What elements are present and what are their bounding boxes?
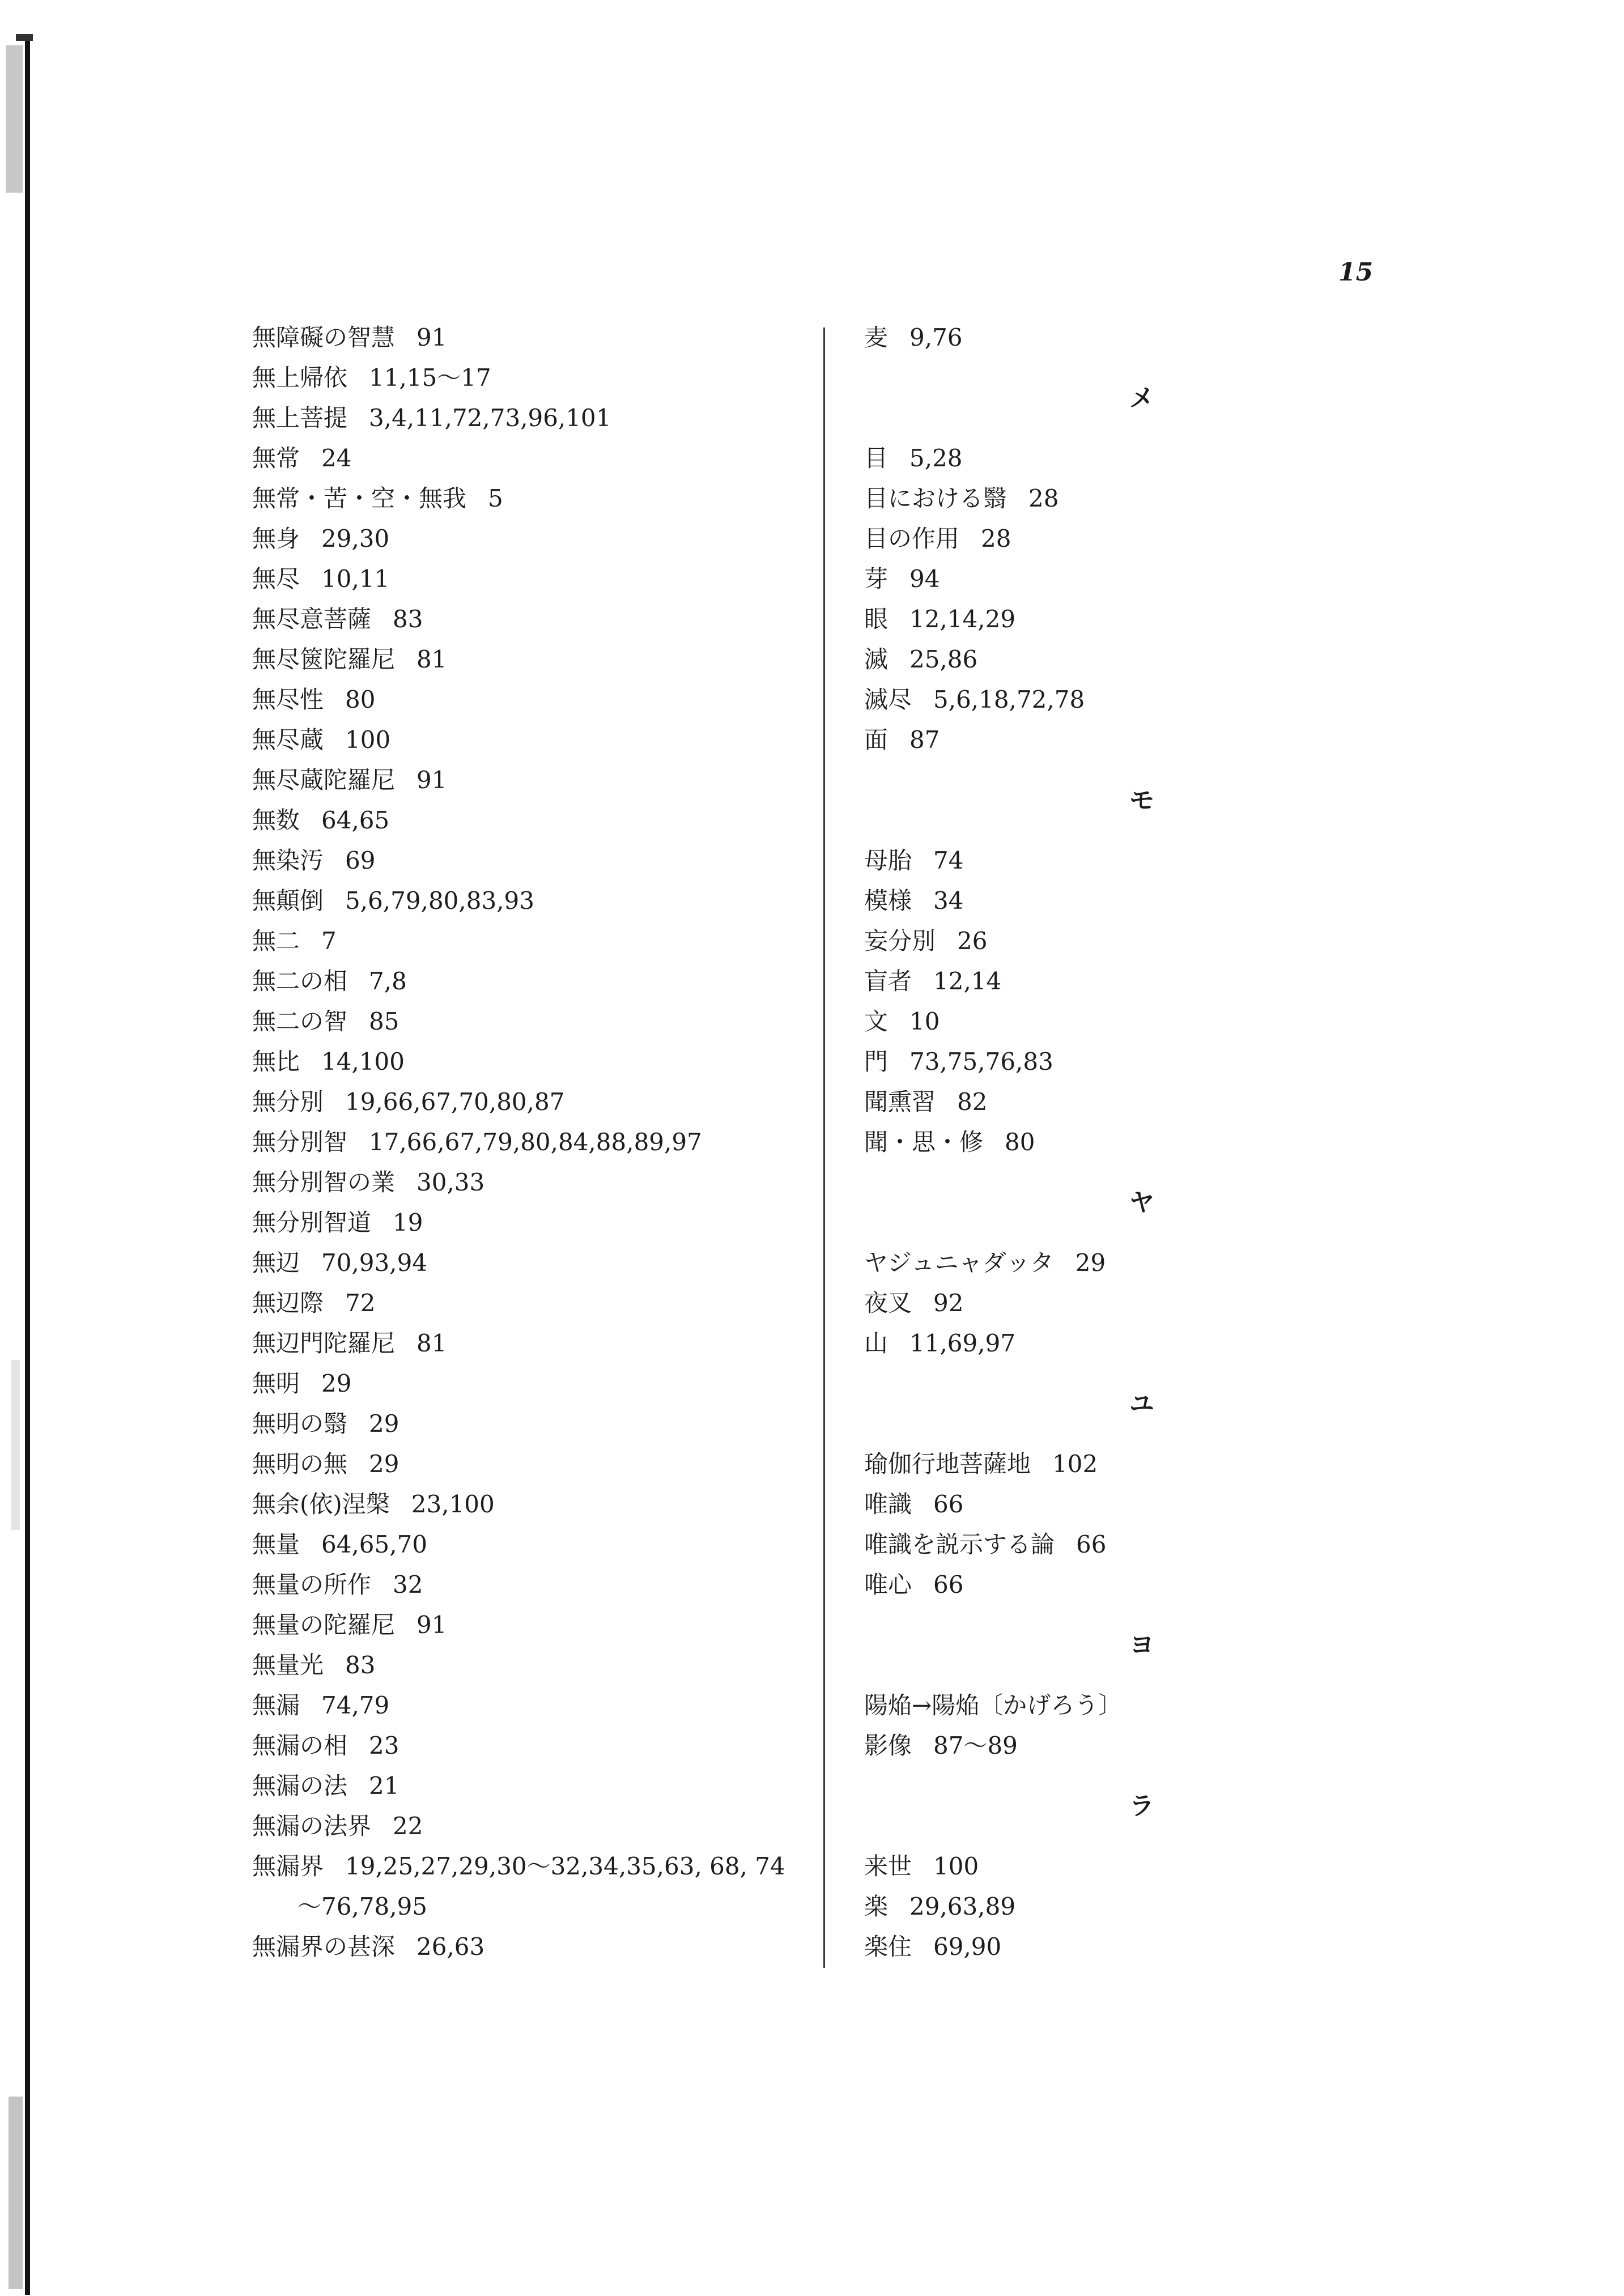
index-term: 無分別智の業 xyxy=(252,1168,396,1196)
index-entry xyxy=(864,1927,1181,1967)
index-term: 母胎 xyxy=(864,847,912,874)
index-entry xyxy=(252,358,819,398)
index-entry xyxy=(252,1243,819,1283)
index-entry xyxy=(252,438,819,478)
section-heading xyxy=(864,1605,1181,1685)
scan-binding-edge xyxy=(0,0,40,2296)
index-term: 門 xyxy=(864,1048,888,1075)
index-entry xyxy=(252,961,819,1001)
section-kana: ヨ xyxy=(1129,1631,1154,1660)
section-heading xyxy=(864,1162,1181,1243)
index-page-refs: 21 xyxy=(369,1772,399,1800)
index-term: 無明の翳 xyxy=(252,1410,348,1438)
index-term: 面 xyxy=(864,726,888,754)
index-page-refs: 12,14 xyxy=(933,967,1002,995)
index-term: 無障礙の智慧 xyxy=(252,324,396,351)
index-term: 無比 xyxy=(252,1048,300,1075)
index-term: 無尽性 xyxy=(252,686,324,713)
index-term: 無漏界 xyxy=(252,1852,324,1880)
index-page-refs: 72 xyxy=(345,1289,376,1317)
index-term: 滅 xyxy=(864,645,888,673)
index-page-refs: 19,25,27,29,30〜32,34,35,63, 68, 74 xyxy=(345,1852,785,1880)
index-page-refs: 9,76 xyxy=(909,324,963,351)
index-entry xyxy=(252,518,819,559)
index-entry xyxy=(252,1404,819,1444)
index-page-refs: 73,75,76,83 xyxy=(909,1048,1053,1075)
index-term: 無尽 xyxy=(252,565,300,593)
index-page-refs: 23,100 xyxy=(411,1490,495,1518)
index-entry xyxy=(252,720,819,760)
index-term: 目における翳 xyxy=(864,484,1007,512)
index-entry xyxy=(252,1202,819,1243)
index-entry xyxy=(864,881,1181,921)
index-page-refs: 85 xyxy=(369,1007,399,1035)
index-page-refs: 83 xyxy=(345,1651,376,1679)
index-page-refs: 94 xyxy=(909,565,940,593)
index-entry xyxy=(252,1725,819,1766)
index-term: ヤジュニャダッタ xyxy=(864,1249,1054,1277)
index-entry xyxy=(864,599,1181,639)
index-term: 楽 xyxy=(864,1893,888,1920)
index-page-refs: 7,8 xyxy=(369,967,407,995)
index-term: 無尽篋陀羅尼 xyxy=(252,645,396,673)
index-page-refs: 29 xyxy=(321,1370,352,1397)
index-entry xyxy=(252,1806,819,1846)
index-entry xyxy=(864,1886,1181,1927)
index-entry xyxy=(252,760,819,800)
index-entry xyxy=(252,679,819,720)
index-entry xyxy=(864,679,1181,720)
index-page-refs: 91 xyxy=(416,1611,447,1639)
section-kana: ヤ xyxy=(1129,1188,1154,1217)
index-term: 瑜伽行地菩薩地 xyxy=(864,1450,1031,1478)
index-page-refs: 82 xyxy=(957,1088,988,1116)
index-term: 影像 xyxy=(864,1732,912,1759)
index-entry xyxy=(864,1484,1181,1524)
index-term: 来世 xyxy=(864,1852,912,1880)
index-term: 無二の相 xyxy=(252,967,348,995)
index-page-refs: 74,79 xyxy=(321,1691,390,1719)
index-term: 無漏界の甚深 xyxy=(252,1933,396,1961)
index-entry xyxy=(864,1122,1181,1162)
index-entry xyxy=(252,1323,819,1363)
index-entry xyxy=(252,1524,819,1564)
index-page-refs: 70,93,94 xyxy=(321,1249,428,1277)
index-term: 無余(依)涅槃 xyxy=(252,1490,390,1518)
index-entry xyxy=(864,921,1181,961)
index-entry xyxy=(252,881,819,921)
index-entry xyxy=(864,840,1181,881)
index-entry xyxy=(252,599,819,639)
index-term: 唯識を説示する論 xyxy=(864,1530,1055,1558)
index-entry xyxy=(252,1766,819,1806)
index-page-refs: 10 xyxy=(909,1007,940,1035)
index-page-refs: 66 xyxy=(933,1490,964,1518)
index-entry xyxy=(864,1243,1181,1283)
index-page-refs: 22 xyxy=(393,1812,423,1840)
index-page-refs: 12,14,29 xyxy=(909,605,1016,633)
index-page-refs: 80 xyxy=(345,686,376,713)
index-page-refs: 28 xyxy=(1028,484,1059,512)
index-page-refs: 14,100 xyxy=(321,1048,405,1075)
index-term: 無身 xyxy=(252,525,300,552)
index-page-refs: 81 xyxy=(416,1329,447,1357)
index-page-refs: 69,90 xyxy=(933,1933,1002,1961)
index-page-refs: 66 xyxy=(933,1571,964,1598)
index-term: 盲者 xyxy=(864,967,912,995)
index-page-refs: 66 xyxy=(1076,1530,1107,1558)
index-entry xyxy=(252,559,819,599)
index-entry xyxy=(864,518,1181,559)
index-term: 眼 xyxy=(864,605,888,633)
index-term: 無量光 xyxy=(252,1651,324,1679)
index-page-refs: 91 xyxy=(416,766,447,794)
index-entry xyxy=(864,720,1181,760)
index-entry xyxy=(252,1564,819,1605)
index-term: 楽住 xyxy=(864,1933,912,1961)
index-entry xyxy=(864,1001,1181,1041)
index-entry xyxy=(252,1484,819,1524)
index-term: 無分別智道 xyxy=(252,1209,372,1236)
index-entry xyxy=(864,1685,1181,1725)
index-page-refs: 69 xyxy=(345,847,376,874)
index-term: 夜叉 xyxy=(864,1289,912,1317)
index-term: 無尽意菩薩 xyxy=(252,605,372,633)
index-page-refs: 10,11 xyxy=(321,565,390,593)
index-entry xyxy=(252,1283,819,1323)
section-kana: メ xyxy=(1129,384,1154,413)
index-term: 無辺 xyxy=(252,1249,300,1277)
page-number: 15 xyxy=(1338,258,1374,287)
index-term: 陽焔→陽焔〔かげろう〕 xyxy=(864,1691,1123,1719)
index-term: 唯識 xyxy=(864,1490,912,1518)
index-page-refs: 26 xyxy=(957,927,988,955)
index-page-refs: 29 xyxy=(1075,1249,1106,1277)
index-entry xyxy=(252,800,819,840)
index-entry xyxy=(864,317,1181,358)
index-entry xyxy=(252,1927,819,1967)
index-page-refs: 34 xyxy=(933,887,964,915)
index-entry xyxy=(252,1041,819,1082)
index-term: 無明 xyxy=(252,1370,300,1397)
index-term: 聞・思・修 xyxy=(864,1128,984,1156)
index-term: 無二 xyxy=(252,927,300,955)
section-kana: モ xyxy=(1129,786,1154,815)
index-page-refs: 25,86 xyxy=(909,645,978,673)
section-heading xyxy=(864,760,1181,840)
index-entry xyxy=(252,478,819,518)
index-entry xyxy=(864,438,1181,478)
index-term: 目の作用 xyxy=(864,525,960,552)
index-term: 無二の智 xyxy=(252,1007,348,1035)
index-entry xyxy=(252,639,819,679)
index-entry xyxy=(864,478,1181,518)
index-term: 唯心 xyxy=(864,1571,912,1598)
index-term: 無顛倒 xyxy=(252,887,324,915)
index-entry xyxy=(252,1685,819,1725)
index-term: 無量の陀羅尼 xyxy=(252,1611,396,1639)
index-entry xyxy=(252,1363,819,1404)
index-term: 無尽蔵陀羅尼 xyxy=(252,766,396,794)
index-page-refs: 80 xyxy=(1005,1128,1035,1156)
section-heading xyxy=(864,358,1181,438)
index-term: 無上菩提 xyxy=(252,404,348,432)
index-entry xyxy=(252,398,819,438)
index-entry xyxy=(864,1082,1181,1122)
column-divider xyxy=(823,328,825,1968)
index-page-refs: 100 xyxy=(933,1852,979,1880)
index-page-refs: 74 xyxy=(933,847,964,874)
index-page-refs: 29,30 xyxy=(321,525,390,552)
section-kana: ユ xyxy=(1129,1389,1154,1418)
index-term: 山 xyxy=(864,1329,888,1357)
index-page-refs: 11,15〜17 xyxy=(369,364,491,392)
index-term: 無数 xyxy=(252,806,300,834)
index-entry xyxy=(252,1444,819,1484)
index-term: 芽 xyxy=(864,565,888,593)
index-page-refs: 81 xyxy=(416,645,447,673)
index-entry xyxy=(864,1564,1181,1605)
index-term: 無量 xyxy=(252,1530,300,1558)
index-page-refs: 3,4,11,72,73,96,101 xyxy=(369,404,611,432)
index-entry xyxy=(864,1444,1181,1484)
index-page-refs: 5,6,79,80,83,93 xyxy=(345,887,534,915)
index-page-refs: 7 xyxy=(321,927,337,955)
index-term: 目 xyxy=(864,444,888,472)
index-entry xyxy=(864,961,1181,1001)
index-entry xyxy=(864,1725,1181,1766)
index-term: 聞熏習 xyxy=(864,1088,936,1116)
index-entry xyxy=(864,1524,1181,1564)
index-term: 文 xyxy=(864,1007,888,1035)
index-term: 無常 xyxy=(252,444,300,472)
index-term: 無染汚 xyxy=(252,847,324,874)
index-term: 無上帰依 xyxy=(252,364,348,392)
index-page-refs: 102 xyxy=(1052,1450,1098,1478)
index-term: 無辺際 xyxy=(252,1289,324,1317)
index-term: 模様 xyxy=(864,887,912,915)
index-page-refs: 17,66,67,79,80,84,88,89,97 xyxy=(369,1128,702,1156)
index-page-refs: 83 xyxy=(393,605,423,633)
index-page-refs: 〜76,78,95 xyxy=(297,1893,428,1920)
index-entry xyxy=(252,1082,819,1122)
index-term: 無尽蔵 xyxy=(252,726,324,754)
index-page-refs: 26,63 xyxy=(416,1933,485,1961)
index-term: 無漏 xyxy=(252,1691,300,1719)
index-entry xyxy=(252,1001,819,1041)
index-page-refs: 19 xyxy=(393,1209,423,1236)
index-entry xyxy=(252,840,819,881)
index-page-refs: 5 xyxy=(488,484,503,512)
index-entry xyxy=(864,1283,1181,1323)
index-entry xyxy=(864,639,1181,679)
index-page-refs: 87 xyxy=(909,726,940,754)
index-entry xyxy=(252,1122,819,1162)
index-entry xyxy=(252,317,819,358)
index-page-refs: 100 xyxy=(345,726,391,754)
index-entry xyxy=(864,559,1181,599)
index-entry xyxy=(252,1846,819,1886)
index-page-refs: 29 xyxy=(369,1450,399,1478)
index-term: 無漏の法 xyxy=(252,1772,348,1800)
section-heading xyxy=(864,1766,1181,1846)
index-entry-continuation xyxy=(252,1886,819,1927)
index-page-refs: 32 xyxy=(393,1571,423,1598)
index-entry xyxy=(864,1323,1181,1363)
index-entry xyxy=(864,1041,1181,1082)
index-page-refs: 64,65,70 xyxy=(321,1530,428,1558)
index-term: 無明の無 xyxy=(252,1450,348,1478)
index-entry xyxy=(252,1162,819,1202)
index-term: 無分別 xyxy=(252,1088,324,1116)
index-entry xyxy=(252,921,819,961)
index-entry xyxy=(252,1645,819,1685)
section-kana: ラ xyxy=(1129,1792,1154,1821)
index-term: 滅尽 xyxy=(864,686,912,713)
index-page-refs: 91 xyxy=(416,324,447,351)
index-page-refs: 87〜89 xyxy=(933,1732,1018,1759)
section-heading xyxy=(864,1363,1181,1444)
index-term: 妄分別 xyxy=(864,927,936,955)
index-column-right xyxy=(864,317,1181,1967)
index-page-refs: 24 xyxy=(321,444,352,472)
index-page-refs: 30,33 xyxy=(416,1168,485,1196)
index-page-refs: 28 xyxy=(981,525,1011,552)
index-term: 無漏の相 xyxy=(252,1732,348,1759)
index-page-refs: 92 xyxy=(933,1289,964,1317)
index-term: 無量の所作 xyxy=(252,1571,372,1598)
index-page-refs: 29,63,89 xyxy=(909,1893,1016,1920)
index-term: 無分別智 xyxy=(252,1128,348,1156)
index-page-refs: 5,28 xyxy=(909,444,963,472)
index-term: 麦 xyxy=(864,324,888,351)
index-page-refs: 64,65 xyxy=(321,806,390,834)
index-page-refs: 29 xyxy=(369,1410,399,1438)
index-page-refs: 19,66,67,70,80,87 xyxy=(345,1088,565,1116)
index-column-left xyxy=(252,317,819,1967)
index-page-refs: 11,69,97 xyxy=(909,1329,1016,1357)
index-term: 無辺門陀羅尼 xyxy=(252,1329,396,1357)
index-page-refs: 23 xyxy=(369,1732,399,1759)
index-page-refs: 5,6,18,72,78 xyxy=(933,686,1085,713)
index-term: 無漏の法界 xyxy=(252,1812,372,1840)
index-entry xyxy=(864,1846,1181,1886)
index-term: 無常・苦・空・無我 xyxy=(252,484,467,512)
index-entry xyxy=(252,1605,819,1645)
